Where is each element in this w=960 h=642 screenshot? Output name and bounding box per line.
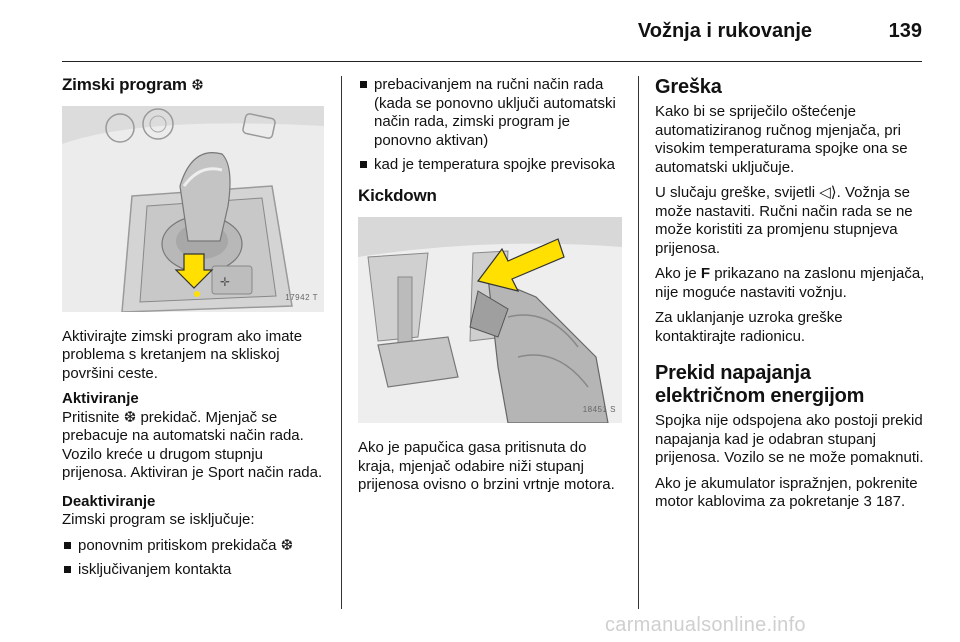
list-item: prebacivanjem na ručni način rada (kada se ponovno uključi automatski način rada, zimski program je ponovno aktivan)	[358, 76, 626, 150]
gear-selector-drawing	[62, 106, 324, 312]
pedal-drawing	[358, 217, 622, 423]
page-number: 139	[888, 20, 922, 42]
column-3	[655, 76, 925, 519]
chapter-title: Vožnja i rukovanje	[637, 20, 812, 42]
kickdown-heading: Kickdown	[358, 185, 437, 205]
error-paragraph-2: U slučaju greške, svijetli ◁⟩. Vožnja se može nastaviti. Ručni način rada se ne može koristiti za promjenu stupnjeva prijenosa.	[655, 184, 913, 257]
power-interruption-heading: Prekid napajanja električnom energijom	[655, 362, 865, 407]
kickdown-text: Ako je papučica gasa pritisnuta do kraja, mjenjač odabire niži stupanj prijenosa ovisno o brzini vrtnje motora.	[358, 439, 615, 493]
activation-text: Pritisnite ❆ prekidač. Mjenjač se prebacuje na automatski način rada. Vozilo kreće u drugom stupnju prijenosa. Aktiviran je Sport način rada.	[62, 408, 323, 481]
snowflake-icon: ❆	[280, 536, 294, 554]
deactivation-heading: Deaktiviranje	[62, 492, 156, 510]
column-2	[358, 76, 626, 502]
deactivation-list-continued	[358, 76, 626, 175]
page-reference-arrow[interactable]: 3	[863, 493, 872, 510]
deactivation-list	[62, 537, 324, 580]
watermark: carmanualsonline.info	[605, 614, 806, 636]
page-reference[interactable]: 187.	[875, 493, 906, 510]
activation-heading: Aktiviranje	[62, 390, 139, 407]
snowflake-icon: ❆	[191, 77, 204, 94]
list-item: ponovnim pritiskom prekidača ❆	[62, 537, 324, 556]
column-divider	[638, 76, 639, 609]
column-1	[62, 76, 324, 586]
gear-selector-illustration	[62, 106, 324, 312]
transmission-warning-icon: ◁⟩	[819, 184, 837, 201]
list-item: kad je temperatura spojke previsoka	[358, 156, 626, 175]
power-paragraph-2: Ako je akumulator ispražnjen, pokrenite motor kablovima za pokretanje 3 187.	[655, 474, 918, 510]
deactivation-text: Zimski program se isključuje:	[62, 511, 255, 528]
error-heading: Greška	[655, 76, 722, 98]
error-paragraph-1: Kako bi se spriječilo oštećenje automatiziranog ručnog mjenjača, pri visokim temperaturama spojke ona se automatski uključuje.	[655, 103, 908, 176]
display-letter: F	[700, 265, 711, 282]
power-paragraph-1: Spojka nije odspojena ako postoji prekid napajanja kad je odabran stupanj prijenosa. Vozilo se ne može pomaknuti.	[655, 412, 924, 466]
winter-program-heading: Zimski program ❆	[62, 75, 204, 94]
error-paragraph-4: Za uklanjanje uzroka greške kontaktirajte radionicu.	[655, 309, 843, 345]
image-code: 18451 S	[582, 404, 616, 414]
winter-program-intro: Aktivirajte zimski program ako imate problema s kretanjem na skliskoj površini ceste.	[62, 327, 303, 382]
error-paragraph-3: Ako je F prikazano na zaslonu mjenjača, nije moguće nastaviti vožnju.	[655, 265, 925, 301]
image-code: 17942 T	[285, 293, 318, 302]
list-item: isključivanjem kontakta	[62, 561, 324, 580]
snowflake-icon: ❆	[123, 408, 137, 426]
page-header	[62, 0, 922, 62]
pedal-illustration	[358, 217, 622, 423]
svg-text:✛: ✛	[220, 274, 231, 289]
column-divider	[341, 76, 342, 609]
